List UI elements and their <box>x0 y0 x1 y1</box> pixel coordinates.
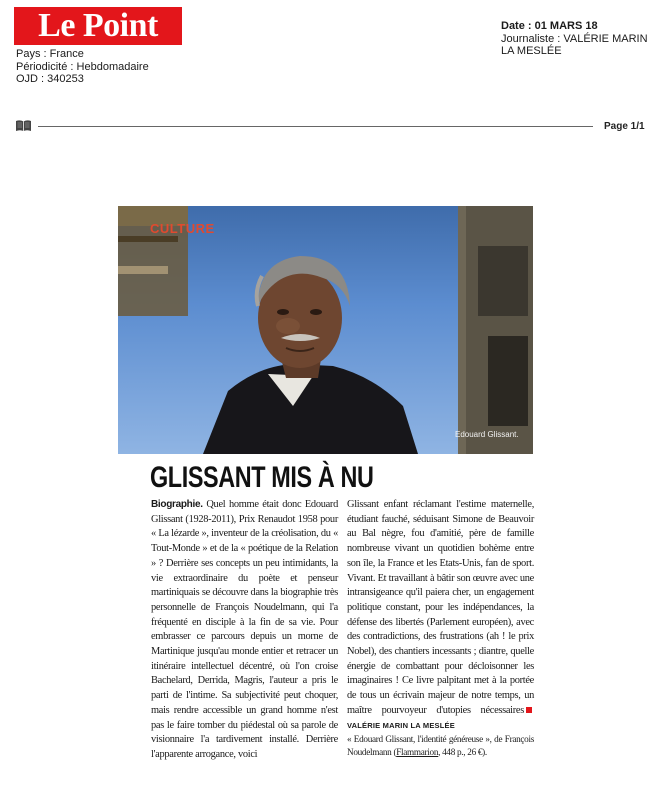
publisher-link[interactable]: Flammarion <box>396 747 439 758</box>
le-point-logo: Le Point <box>14 7 182 45</box>
header-divider <box>38 126 593 127</box>
reference-suffix: , 448 p., 26 €). <box>438 747 487 758</box>
reference-prefix: « Edouard Glissant, l'identité généreuse », de François Noudelmann ( <box>347 734 534 758</box>
publication-meta <box>16 48 149 86</box>
book-icon <box>15 119 32 132</box>
byline: VALÉRIE MARIN LA MESLÉE <box>347 720 455 730</box>
article-column-2 <box>347 498 534 759</box>
column-1-text: Quel homme était donc Edouard Glissant (1928-2011), Prix Renaudot 1958 pour « La lézarde », inventeur de la créolisation, du « Tout-Monde » et de la « poétique de la Relation » ? Derrière ses concepts un peu intimidants, la vie extraordinaire du poète et penseur martiniquais se découvre dans la biographie très personnelle de François Noudelmann, qui l'a fréquenté en disciple à la fin de sa vie. Pour embrasser ce parcours depuis un morne de Martinique jusqu'au monde entier et retracer un itinéraire intellectuel décentré, où l'on croise Bachelard, Derrida, Magris, l'auteur a pris le parti de l'intime. Sa subjectivité peut choquer, mais rendre accessible un grand homme n'est pas le faire tomber du piédestal où sa parole de visionnaire l'a tardivement installé. Derrière l'apparente arrogance, voici <box>151 499 338 760</box>
photo-caption: Edouard Glissant. <box>455 430 519 439</box>
ojd-label: OJD : 340253 <box>16 73 84 85</box>
journalist-label: Journaliste : VALÉRIE MARIN <box>501 32 648 45</box>
periodicity-label: Périodicité : Hebdomadaire <box>16 60 149 73</box>
page-number: Page 1/1 <box>604 121 645 132</box>
section-tag: CULTURE <box>150 221 215 236</box>
byline-square-icon <box>526 707 532 713</box>
portrait-photo <box>118 206 533 454</box>
column-2-text: Glissant enfant réclamant l'estime maternelle, étudiant fauché, séduisant Simone de Beauvoir au Bal nègre, fou d'amitié, père de famille nombreuse vivant un quotidien bohème entre son île, la France et les Etats-Unis, fan de sport. Vivant. Et travaillant à bâtir son œuvre avec une intransigeance qu'il paiera cher, un engagement politique constant, pour les indépendances, la défense des libertés (Parlement européen), avec des contradictions, des frustrations (ah ! le prix Nobel), des chantiers incessants ; diantre, quelle énergie de combattant pour décloisonner les imaginaires ! Ce livre palpitant met à la portée de tous un écrivain majeur de notre temps, un maître pourvoyeur d'utopies nécessaires <box>347 499 534 716</box>
book-reference <box>347 733 534 759</box>
date-label: Date : 01 MARS 18 <box>501 20 598 32</box>
country-label: Pays : France <box>16 48 84 60</box>
journalist-label-cont: LA MESLÉE <box>501 45 562 57</box>
article-column-1 <box>151 498 338 763</box>
article-meta <box>501 20 648 58</box>
portrait-illustration <box>118 206 533 454</box>
lead-label: Biographie. <box>151 499 203 510</box>
article-headline: GLISSANT MIS À NU <box>150 461 374 494</box>
